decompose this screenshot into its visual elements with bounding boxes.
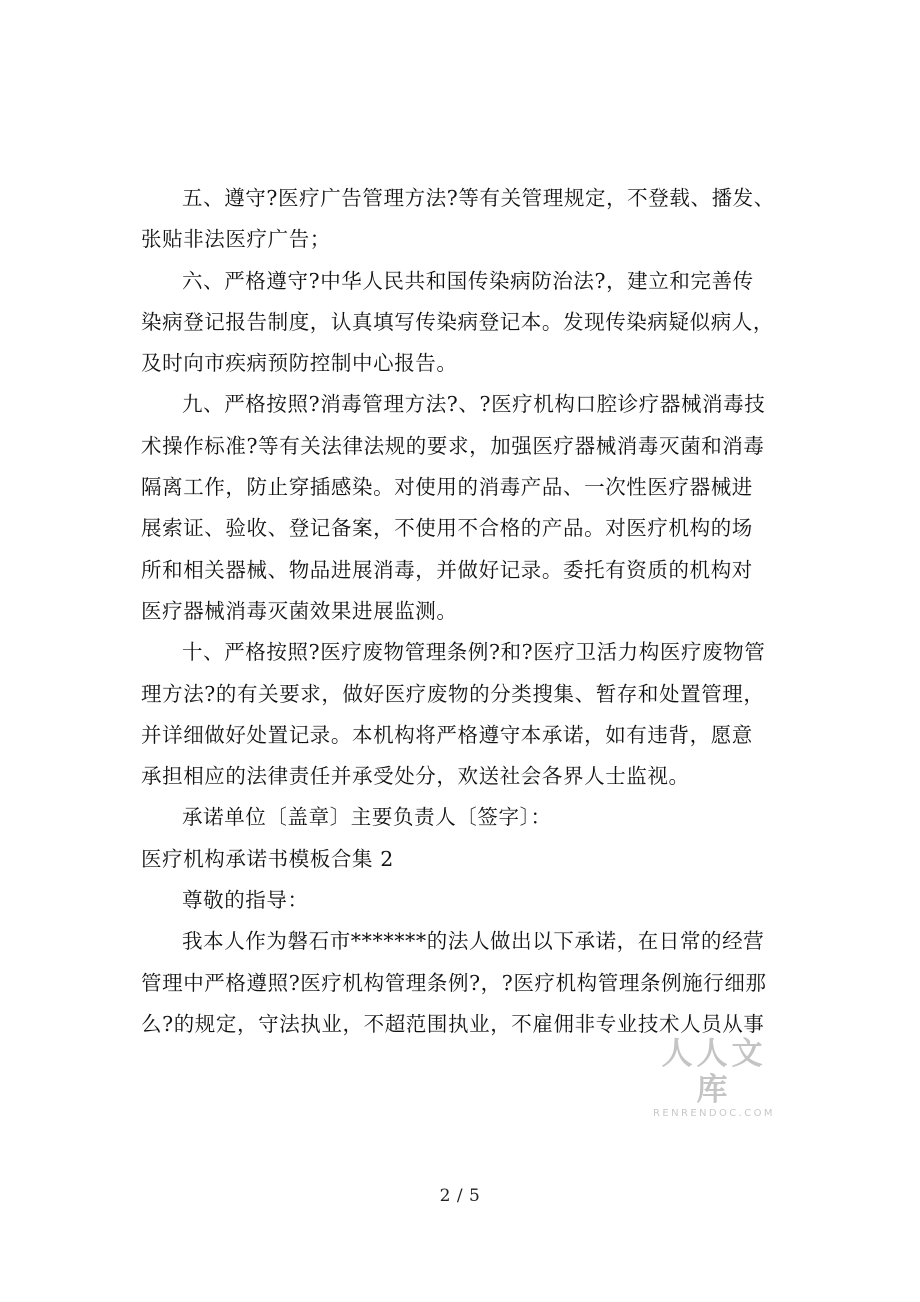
paragraph-line: 术操作标准?等有关法律法规的要求，加强医疗器械消毒灭菌和消毒 bbox=[141, 433, 765, 458]
signature-line bbox=[141, 797, 781, 838]
paragraph-line: 所和相关器械、物品进展消毒，并做好记录。委托有资质的机构对 bbox=[141, 557, 753, 582]
watermark-logo bbox=[648, 1036, 780, 1120]
page-number: 2 / 5 bbox=[439, 1186, 481, 1206]
paragraph-line: 医疗器械消毒灭菌效果进展监测。 bbox=[141, 598, 458, 623]
document-body bbox=[141, 178, 781, 1045]
paragraph-line: 六、严格遵守?中华人民共和国传染病防治法?，建立和完善传 bbox=[182, 268, 754, 293]
commitment-paragraph bbox=[141, 921, 781, 1045]
signature-text: 承诺单位〔盖章〕主要负责人〔签字〕： bbox=[182, 805, 552, 830]
paragraph-item-9 bbox=[141, 384, 781, 632]
watermark-sub-text: RENRENDOC.COM bbox=[653, 1108, 775, 1119]
paragraph-line: 隔离工作，防止穿插感染。对使用的消毒产品、一次性医疗器械进 bbox=[141, 475, 753, 500]
paragraph-line: 么?的规定，守法执业，不超范围执业，不雇佣非专业技术人员从事 bbox=[141, 1011, 765, 1036]
paragraph-line: 并详细做好处置记录。本机构将严格遵守本承诺，如有违背，愿意 bbox=[141, 722, 753, 747]
paragraph-item-6 bbox=[141, 261, 781, 385]
section-heading: 医疗机构承诺书模板合集 2 bbox=[141, 846, 394, 871]
paragraph-item-10 bbox=[141, 632, 781, 797]
salutation: 尊敬的指导： bbox=[182, 888, 309, 913]
paragraph-line: 及时向市疾病预防控制中心报告。 bbox=[141, 351, 458, 376]
paragraph-line: 九、严格按照?消毒管理方法?、?医疗机构口腔诊疗器械消毒技 bbox=[182, 392, 766, 417]
paragraph-line: 承担相应的法律责任并承受处分，欢送社会各界人士监视。 bbox=[141, 764, 690, 789]
paragraph-line: 五、遵守?医疗广告管理方法?等有关管理规定，不登载、播发、 bbox=[182, 186, 775, 210]
paragraph-item-5 bbox=[141, 178, 781, 261]
paragraph-line: 染病登记报告制度，认真填写传染病登记本。发现传染病疑似病人， bbox=[141, 309, 774, 334]
paragraph-line: 十、严格按照?医疗废物管理条例?和?医疗卫活力构医疗废物管 bbox=[182, 640, 766, 665]
paragraph-line: 张贴非法医疗广告； bbox=[141, 227, 331, 252]
watermark-main-text: 人人文库 bbox=[661, 1036, 767, 1108]
paragraph-line: 我本人作为磐石市*******的法人做出以下承诺，在日常的经营 bbox=[182, 929, 765, 954]
paragraph-line: 理方法?的有关要求，做好医疗废物的分类搜集、暂存和处置管理， bbox=[141, 681, 765, 706]
paragraph-line: 管理中严格遵照?医疗机构管理条例?，?医疗机构管理条例施行细那 bbox=[141, 970, 767, 995]
paragraph-line: 展索证、验收、登记备案，不使用不合格的产品。对医疗机构的场 bbox=[141, 516, 753, 541]
